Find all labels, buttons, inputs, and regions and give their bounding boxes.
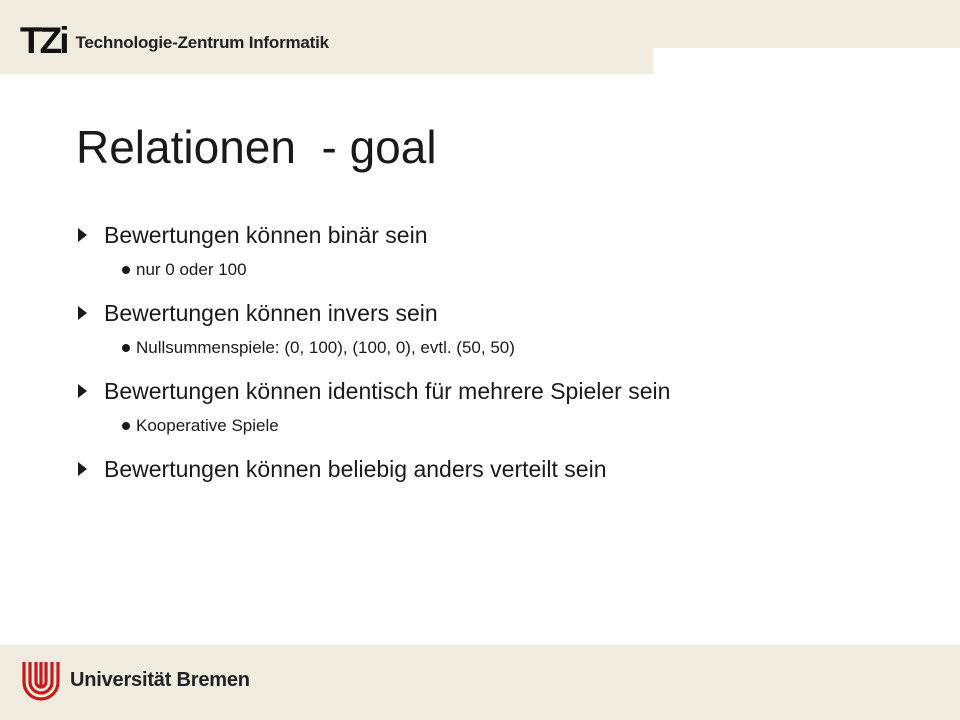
bullet-text: Bewertungen können binär sein (104, 221, 428, 248)
sub-bullet-item (74, 330, 924, 366)
tzi-logo-text: Technologie-Zentrum Informatik (75, 33, 329, 52)
arrow-bullet-icon (78, 462, 87, 476)
bullet-text: Bewertungen können identisch für mehrere Spieler sein (104, 377, 671, 404)
sub-bullet-item (74, 252, 924, 288)
tzi-logo (20, 20, 329, 60)
dot-bullet-icon (122, 422, 130, 430)
slide-title: Relationen - goal (76, 121, 437, 173)
dot-bullet-icon (122, 344, 130, 352)
bullet-text: Bewertungen können invers sein (104, 299, 438, 326)
bullet-item (74, 374, 924, 408)
bullet-text: Bewertungen können beliebig anders verteilt sein (104, 455, 607, 482)
arrow-bullet-icon (78, 228, 87, 242)
university-logo-text: Universität Bremen (70, 668, 250, 691)
tzi-logo-mark: TZi (20, 19, 67, 61)
sub-bullet-text: Kooperative Spiele (136, 416, 279, 435)
sub-bullet-text: nur 0 oder 100 (136, 260, 247, 279)
bullet-item (74, 452, 924, 486)
university-seal-icon (20, 658, 62, 702)
sub-bullet-text: Nullsummenspiele: (0, 100), (100, 0), evtl. (50, 50) (136, 338, 515, 357)
university-logo (20, 658, 250, 702)
bullet-item (74, 296, 924, 330)
bullet-item (74, 218, 924, 252)
arrow-bullet-icon (78, 384, 87, 398)
sub-bullet-item (74, 408, 924, 444)
arrow-bullet-icon (78, 306, 87, 320)
dot-bullet-icon (122, 266, 130, 274)
bullet-list (74, 218, 924, 486)
